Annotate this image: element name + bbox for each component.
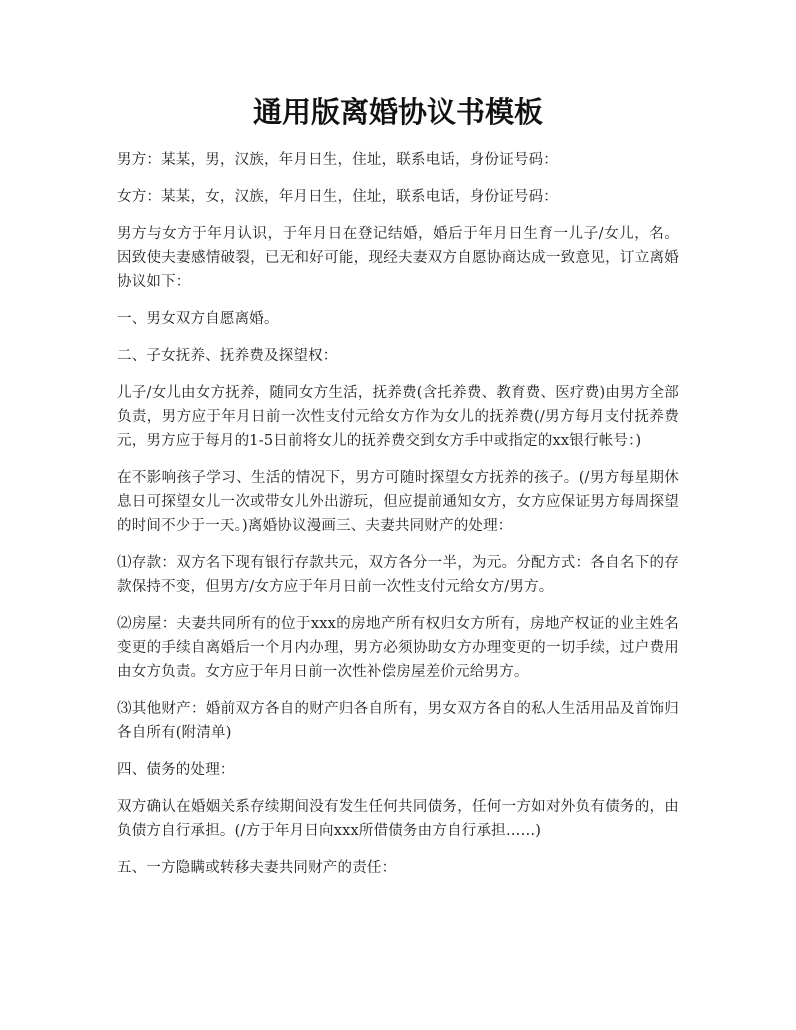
paragraph-wife-info: 女方：某某，女，汉族，年月日生，住址，联系电话，身份证号码： xyxy=(117,189,558,205)
paragraph-section-1: 一、男女双方自愿离婚。 xyxy=(117,311,279,327)
paragraph-husband-info: 男方：某某，男，汉族，年月日生，住址，联系电话，身份证号码： xyxy=(117,152,558,168)
paragraph-section-5-heading: 五、一方隐瞒或转移夫妻共同财产的责任： xyxy=(117,860,397,876)
paragraph-house: ⑵房屋：夫妻共同所有的位于xxx的房地产所有权归女方所有，房地产权证的业主姓名变更的手续自离婚后一个月内办理，男方必须协助女方办理变更的一切手续，过户费用由女方负责。女方应于年月日前一次性补偿房屋差价元给男方。 xyxy=(117,616,679,680)
paragraph-debts: 双方确认在婚姻关系存续期间没有发生任何共同债务，任何一方如对外负有债务的，由负债方自行承担。(/方于年月日向xxx所借债务由方自行承担……) xyxy=(117,799,679,839)
document-body xyxy=(117,148,679,893)
paragraph-visitation: 在不影响孩子学习、生活的情况下，男方可随时探望女方抚养的孩子。(/男方每星期休息日可探望女儿一次或带女儿外出游玩，但应提前通知女方，女方应保证男方每周探望的时间不少于一天。)离婚协议漫画三、夫妻共同财产的处理： xyxy=(117,470,679,534)
document-title: 通用版离婚协议书模板 xyxy=(252,95,543,129)
paragraph-section-2-heading: 二、子女抚养、抚养费及探望权： xyxy=(117,348,338,364)
paragraph-section-4-heading: 四、债务的处理： xyxy=(117,762,235,778)
paragraph-preamble: 男方与女方于年月认识，于年月日在登记结婚，婚后于年月日生育一儿子/女儿，名。因致使夫妻感情破裂，已无和好可能，现经夫妻双方自愿协商达成一致意见，订立离婚协议如下： xyxy=(117,226,679,290)
paragraph-child-custody: 儿子/女儿由女方抚养，随同女方生活，抚养费(含托养费、教育费、医疗费)由男方全部负责，男方应于年月日前一次性支付元给女方作为女儿的抚养费(/男方每月支付抚养费元，男方应于每月的1-5日前将女儿的抚养费交到女方手中或指定的xx银行帐号：) xyxy=(117,385,679,449)
paragraph-other-property: ⑶其他财产：婚前双方各自的财产归各自所有，男女双方各自的私人生活用品及首饰归各自所有(附清单) xyxy=(117,701,679,741)
paragraph-savings: ⑴存款：双方名下现有银行存款共元，双方各分一半，为元。分配方式：各自名下的存款保持不变，但男方/女方应于年月日前一次性支付元给女方/男方。 xyxy=(117,555,679,595)
